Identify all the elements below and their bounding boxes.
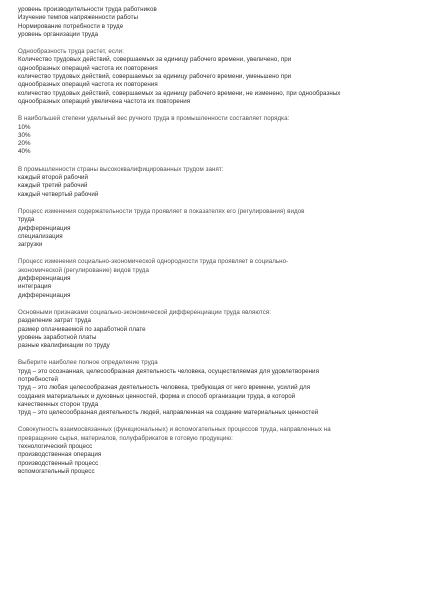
answer-option: 10% [18, 123, 31, 131]
answer-option: однообразных операций частота их повторения [18, 64, 158, 72]
answer-option: специализация [18, 232, 63, 240]
question-text: превращение сырья, материалов, полуфабрикатов в готовую продукцию: [18, 434, 233, 442]
answer-option: дифференциация [18, 224, 71, 232]
answer-option: Количество трудовых действий, совершаемых за единицу рабочего времени, увеличено, при [18, 56, 292, 64]
question-block [18, 48, 412, 106]
answer-option: каждый второй рабочий [18, 174, 88, 182]
question-text: В промышленности страны высококвалифицированных трудом занят: [18, 165, 224, 173]
question-block [18, 166, 412, 199]
answer-option: Изучение темпов напряженности работы [18, 14, 138, 22]
answer-option: труда [18, 216, 35, 224]
question-block [18, 309, 412, 350]
answer-option: качественных сторон труда [18, 400, 99, 408]
answer-option: потребностей [18, 375, 59, 383]
question-block [18, 208, 412, 249]
answer-option: уровень организации труда [18, 30, 99, 38]
answer-option: каждый четвертый рабочий [18, 190, 99, 198]
answer-option: разные квалификации по труду [18, 342, 110, 350]
answer-option: 30% [18, 131, 31, 139]
answer-option: труд – это целесообразная деятельность людей, направленная на создание материальных ценностей [18, 409, 319, 417]
answer-option: размер оплачиваемой по заработной плате [18, 325, 146, 333]
answer-option: количество трудовых действий, совершаемых за единицу рабочего времени, не изменено, при однообразных [18, 89, 341, 97]
question-block [18, 258, 412, 299]
answer-option: создания материальных и духовных ценностей, форма и способ организации труда, в которой [18, 392, 296, 400]
question-text: Однообразность труда растет, если: [18, 48, 124, 56]
answer-option: разделение затрат труда [18, 317, 92, 325]
answer-option: каждый третий рабочий [18, 182, 88, 190]
question-text: экономической (регулирование) видов труда [18, 266, 149, 274]
answer-option: производственный процесс [18, 459, 99, 467]
question-text: Процесс изменения содержательности труда проявляет в показателях его (регулирования) видов [18, 207, 305, 215]
answer-option: однообразных операций увеличена частота их повторения [18, 97, 191, 105]
answer-option: дифференциация [18, 275, 71, 283]
question-text: Процесс изменения социально-экономической однородности труда проявляет в социально- [18, 258, 289, 266]
answer-option: 20% [18, 140, 31, 148]
answer-option: технологический процесс [18, 443, 93, 451]
answer-option: дифференциация [18, 291, 71, 299]
answer-option: труд – это осознанная, целесообразная деятельность человека, осуществляемая для удовлетворения [18, 367, 319, 375]
answer-option: интеграция [18, 283, 52, 291]
question-block [18, 6, 412, 39]
answer-option: производственная операция [18, 451, 102, 459]
answer-option: количество трудовых действий, совершаемых за единицу рабочего времени, уменьшено при [18, 73, 292, 81]
answer-option: загрузки [18, 241, 43, 249]
answer-option: уровень заработной платы [18, 333, 97, 341]
answer-option: 40% [18, 148, 31, 156]
answer-option: труд – это любая целесообразная деятельность человека, требующая от него времени, усилий для [18, 384, 311, 392]
question-block [18, 426, 412, 476]
answer-option: вспомогательный процесс [18, 467, 95, 475]
answer-option: уровень производительности труда работников [18, 6, 157, 13]
question-text: Основными признаками социально-экономической дифференциации труда являются: [18, 308, 272, 316]
answer-option: Нормирование потребности в труде [18, 22, 124, 30]
question-block [18, 359, 412, 417]
question-text: В наибольшей степени удельный вес ручного труда в промышленности составляет порядка: [18, 115, 290, 123]
question-text: Совокупность взаимосвязанных (функциональных) и вспомогательных процессов труда, направленных на [18, 426, 331, 434]
question-text: Выберите наиболее полное определение труда [18, 359, 158, 367]
answer-option: однообразных операций частота их повторения [18, 81, 158, 89]
question-block [18, 115, 412, 156]
